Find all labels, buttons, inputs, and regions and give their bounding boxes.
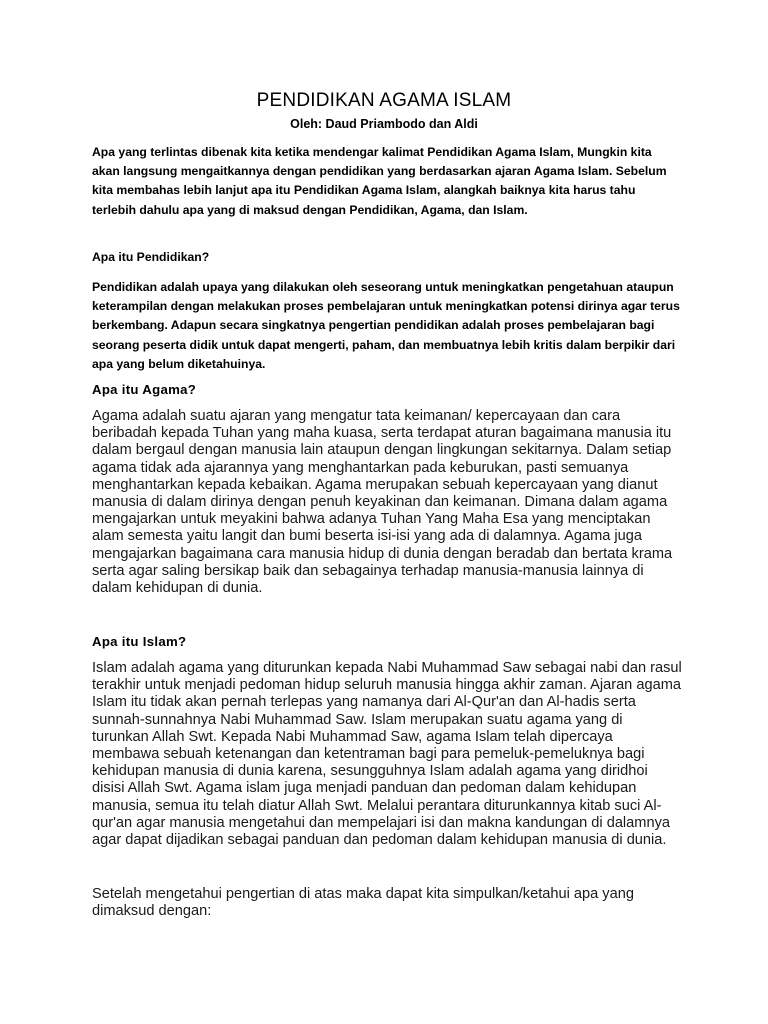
paragraph-islam: Islam adalah agama yang diturunkan kepada Nabi Muhammad Saw sebagai nabi dan rasul terakhir untuk menjadi pedoman hidup seluruh manusia hingga akhir zaman. Ajaran agama Islam itu tidak akan pernah terlepas yang namanya dari Al-Qur'an dan Al-hadis serta sunnah-sunnahnya Nabi Muhammad Saw. Islam merupakan suatu agama yang di turunkan Allah Swt. Kepada Nabi Muhammad Saw, agama Islam telah dipercaya membawa sebuah ketenangan dan ketentraman bagi para pemeluk-pemeluknya bagi kehidupan manusia di dunia karena, sesungguhnya Islam adalah agama yang diridhoi disisi Allah Swt. Agama islam juga menjadi panduan dan pedoman dalam kehidupan manusia, semua itu telah diatur Allah Swt. Melalui perantara diturunkannya kitab suci Al-qur'an agar manusia mengetahui dan mempelajari isi dan makna kandungan di dalamnya agar dapat dijadikan sebagai panduan dan pedoman dalam kehidupan manusia di dunia. bbox=[92, 660, 682, 849]
paragraph-agama: Agama adalah suatu ajaran yang mengatur tata keimanan/ kepercayaan dan cara beribadah kepada Tuhan yang maha kuasa, serta terdapat aturan bagaimana manusia itu dalam bergaul dengan manusia lain ataupun dengan lingkungan sekitarnya. Dalam setiap agama tidak ada ajarannya yang menghantarkan pada keburukan, pasti semuanya menghantarkan kepada kebaikan. Agama merupakan sebuah kepercayaan yang dianut manusia di dalam dirinya dengan penuh keyakinan dan keimanan. Dimana dalam agama mengajarkan untuk meyakini bahwa adanya Tuhan Yang Maha Esa yang menciptakan alam semesta yaitu langit dan bumi beserta isi-isi yang ada di dalamnya. Agama juga mengajarkan bagaimana cara manusia hidup di dunia dengan beradab dan bertata krama serta agar saling bersikap baik dan sebagainya terhadap manusia-manusia lainnya di dalam kehidupan di dunia. bbox=[92, 408, 673, 597]
heading-islam: Apa itu Islam? bbox=[92, 634, 187, 649]
page-title: PENDIDIKAN AGAMA ISLAM bbox=[256, 90, 512, 111]
closing-paragraph: Setelah mengetahui pengertian di atas maka dapat kita simpulkan/ketahui apa yang dimaksud dengan: bbox=[92, 886, 634, 920]
author-line: Oleh: Daud Priambodo dan Aldi bbox=[290, 117, 478, 131]
heading-agama: Apa itu Agama? bbox=[92, 382, 197, 397]
intro-paragraph: Apa yang terlintas dibenak kita ketika mendengar kalimat Pendidikan Agama Islam, Mungkin kita akan langsung mengaitkannya dengan pendidikan yang berdasarkan ajaran Agama Islam. Sebelum kita membahas lebih lanjut apa itu Pendidikan Agama Islam, alangkah baiknya kita harus tahu terlebih dahulu apa yang di maksud dengan Pendidikan, Agama, dan Islam. bbox=[92, 145, 667, 217]
heading-pendidikan: Apa itu Pendidikan? bbox=[92, 250, 210, 264]
paragraph-pendidikan: Pendidikan adalah upaya yang dilakukan oleh seseorang untuk meningkatkan pengetahuan ataupun keterampilan dengan melakukan proses pembelajaran untuk meningkatkan potensi dirinya agar terus berkembang. Adapun secara singkatnya pengertian pendidikan adalah proses pembelajaran bagi seorang peserta didik untuk dapat mengerti, paham, dan membuatnya lebih kritis dalam berpikir dari apa yang belum diketahuinya. bbox=[92, 280, 680, 371]
